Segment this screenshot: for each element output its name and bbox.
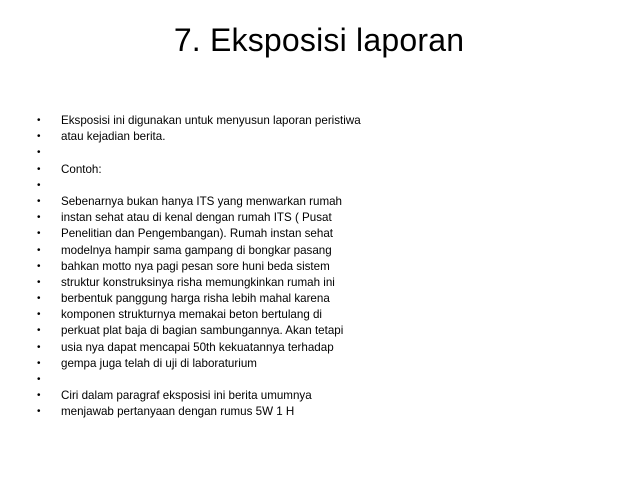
bullet-dot-icon: • xyxy=(37,131,41,143)
bullet-item xyxy=(37,291,597,307)
bullet-item xyxy=(37,145,597,161)
bullet-text: usia nya dapat mencapai 50th kekuatannya terhadap xyxy=(61,340,334,354)
bullet-item xyxy=(37,356,597,372)
bullet-dot-icon: • xyxy=(37,260,41,272)
bullet-item xyxy=(37,307,597,323)
bullet-item xyxy=(37,388,597,404)
bullet-text: Penelitian dan Pengembangan). Rumah instan sehat xyxy=(61,227,333,241)
bullet-item xyxy=(37,178,597,194)
bullet-text: bahkan motto nya pagi pesan sore huni beda sistem xyxy=(61,259,330,273)
bullet-text: struktur konstruksinya risha memungkinkan rumah ini xyxy=(61,275,335,289)
bullet-text: perkuat plat baja di bagian sambungannya. Akan tetapi xyxy=(61,324,344,338)
bullet-item xyxy=(37,340,597,356)
bullet-dot-icon: • xyxy=(37,406,41,418)
bullet-text: modelnya hampir sama gampang di bongkar pasang xyxy=(61,243,332,257)
bullet-text: Ciri dalam paragraf eksposisi ini berita umumnya xyxy=(61,389,312,403)
bullet-text: komponen strukturnya memakai beton bertulang di xyxy=(61,308,323,322)
bullet-item xyxy=(37,259,597,275)
bullet-dot-icon: • xyxy=(37,374,41,385)
bullet-dot-icon: • xyxy=(37,357,41,369)
bullet-dot-icon: • xyxy=(37,228,41,240)
bullet-dot-icon: • xyxy=(37,390,41,402)
bullet-item xyxy=(37,210,597,226)
bullet-list xyxy=(37,113,597,421)
bullet-dot-icon: • xyxy=(37,147,41,159)
bullet-item xyxy=(37,275,597,291)
bullet-item xyxy=(37,243,597,259)
bullet-dot-icon: • xyxy=(37,309,41,321)
bullet-dot-icon: • xyxy=(37,163,41,175)
bullet-dot-icon: • xyxy=(37,325,41,337)
bullet-dot-icon: • xyxy=(37,244,41,256)
bullet-item xyxy=(37,226,597,242)
bullet-text: Eksposisi ini digunakan untuk menyusun laporan peristiwa xyxy=(61,114,361,127)
bullet-item xyxy=(37,404,597,420)
bullet-text: gempa juga telah di uji di laboraturium xyxy=(61,356,257,370)
bullet-dot-icon: • xyxy=(37,341,41,353)
bullet-dot-icon: • xyxy=(37,195,41,207)
bullet-item xyxy=(37,194,597,210)
bullet-item xyxy=(37,372,597,388)
bullet-dot-icon: • xyxy=(37,276,41,288)
bullet-text: berbentuk panggung harga risha lebih mahal karena xyxy=(61,292,330,306)
bullet-dot-icon: • xyxy=(37,115,41,126)
bullet-item xyxy=(37,162,597,178)
bullet-item xyxy=(37,113,597,129)
bullet-text: menjawab pertanyaan dengan rumus 5W 1 H xyxy=(61,405,295,419)
bullet-item xyxy=(37,323,597,339)
bullet-text: instan sehat atau di kenal dengan rumah ITS ( Pusat xyxy=(61,211,332,225)
bullet-text: Sebenarnya bukan hanya ITS yang menwarkan rumah xyxy=(61,194,342,208)
bullet-text: Contoh: xyxy=(61,162,102,176)
bullet-dot-icon: • xyxy=(37,293,41,305)
bullet-dot-icon: • xyxy=(37,179,41,191)
slide-title: 7. Eksposisi laporan xyxy=(173,22,465,58)
bullet-dot-icon: • xyxy=(37,212,41,224)
bullet-item xyxy=(37,129,597,145)
bullet-text: atau kejadian berita. xyxy=(61,130,166,144)
